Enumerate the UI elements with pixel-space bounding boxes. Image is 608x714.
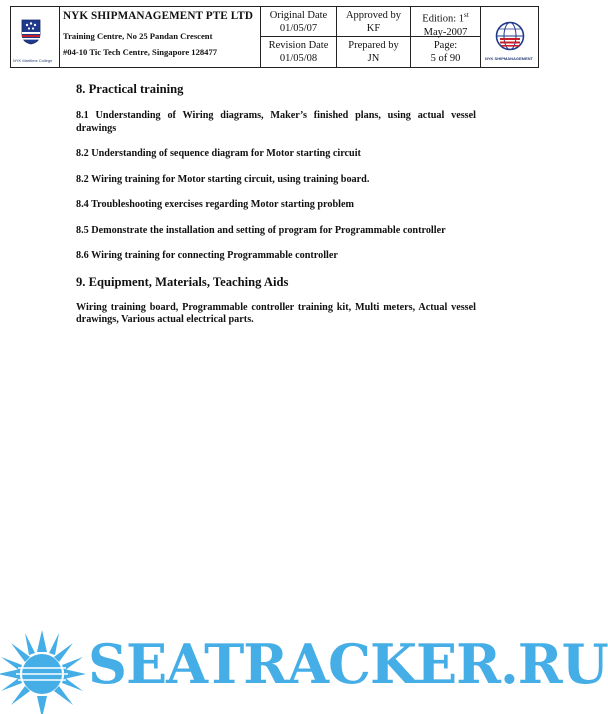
college-logo bbox=[11, 7, 60, 67]
page-label: Page: bbox=[433, 40, 458, 51]
section-8-title: 8. Practical training bbox=[76, 82, 184, 96]
revision-date-value: 01/05/08 bbox=[279, 53, 318, 64]
watermark-text: SEATRACKER.RU bbox=[88, 632, 608, 696]
section-9-title: 9. Equipment, Materials, Teaching Aids bbox=[76, 274, 289, 289]
item-8-4: 8.4 Troubleshooting exercises regarding Motor starting problem bbox=[76, 199, 354, 210]
approved-by-cell bbox=[337, 7, 411, 37]
edition-label: Edition: 1 bbox=[422, 13, 465, 25]
prepared-by-label: Prepared by bbox=[348, 40, 399, 51]
document-body bbox=[76, 82, 476, 327]
document-header bbox=[10, 6, 539, 68]
prepared-by-value: JN bbox=[367, 53, 380, 64]
company-logo bbox=[481, 7, 538, 67]
item-8-6: 8.6 Wiring training for connecting Programmable controller bbox=[76, 250, 338, 261]
edition-cell bbox=[411, 7, 481, 37]
address-line-1: Training Centre, No 25 Pandan Crescent bbox=[63, 31, 213, 41]
company-logo-caption: NYK SHIPMANAGEMENT bbox=[485, 56, 534, 61]
section-9-text: Wiring training board, Programmable controller training kit, Multi meters, Actual vessel drawings, Various actual electrical parts. bbox=[76, 301, 476, 325]
original-date-label: Original Date bbox=[269, 10, 328, 21]
edition-sup: st bbox=[464, 11, 469, 19]
original-date-value: 01/05/07 bbox=[279, 23, 318, 34]
prepared-by-cell bbox=[337, 37, 411, 67]
address-line-2: #04-10 Tic Tech Centre, Singapore 128477 bbox=[63, 47, 218, 57]
company-block bbox=[60, 7, 261, 67]
approved-by-label: Approved by bbox=[345, 10, 402, 21]
college-logo-caption: NYK Maritime College bbox=[13, 58, 53, 63]
item-8-2b: 8.2 Wiring training for Motor starting circuit, using training board. bbox=[76, 173, 370, 185]
original-date-cell bbox=[261, 7, 337, 37]
crest-icon bbox=[21, 19, 41, 45]
globe-icon bbox=[495, 21, 525, 51]
revision-date-cell bbox=[261, 37, 337, 67]
edition-value: May-2007 bbox=[423, 26, 468, 38]
revision-date-label: Revision Date bbox=[268, 40, 329, 51]
page-number: 5 of 90 bbox=[430, 53, 461, 64]
item-8-1: 8.1 Understanding of Wiring diagrams, Maker’s finished plans, using actual vessel drawings bbox=[76, 110, 476, 134]
approved-by-value: KF bbox=[366, 23, 381, 34]
item-8-5: 8.5 Demonstrate the installation and setting of program for Programmable controller bbox=[76, 224, 446, 236]
company-name: NYK SHIPMANAGEMENT PTE LTD bbox=[63, 10, 254, 22]
item-8-2a: 8.2 Understanding of sequence diagram for Motor starting circuit bbox=[76, 148, 361, 159]
page-cell bbox=[411, 37, 481, 67]
